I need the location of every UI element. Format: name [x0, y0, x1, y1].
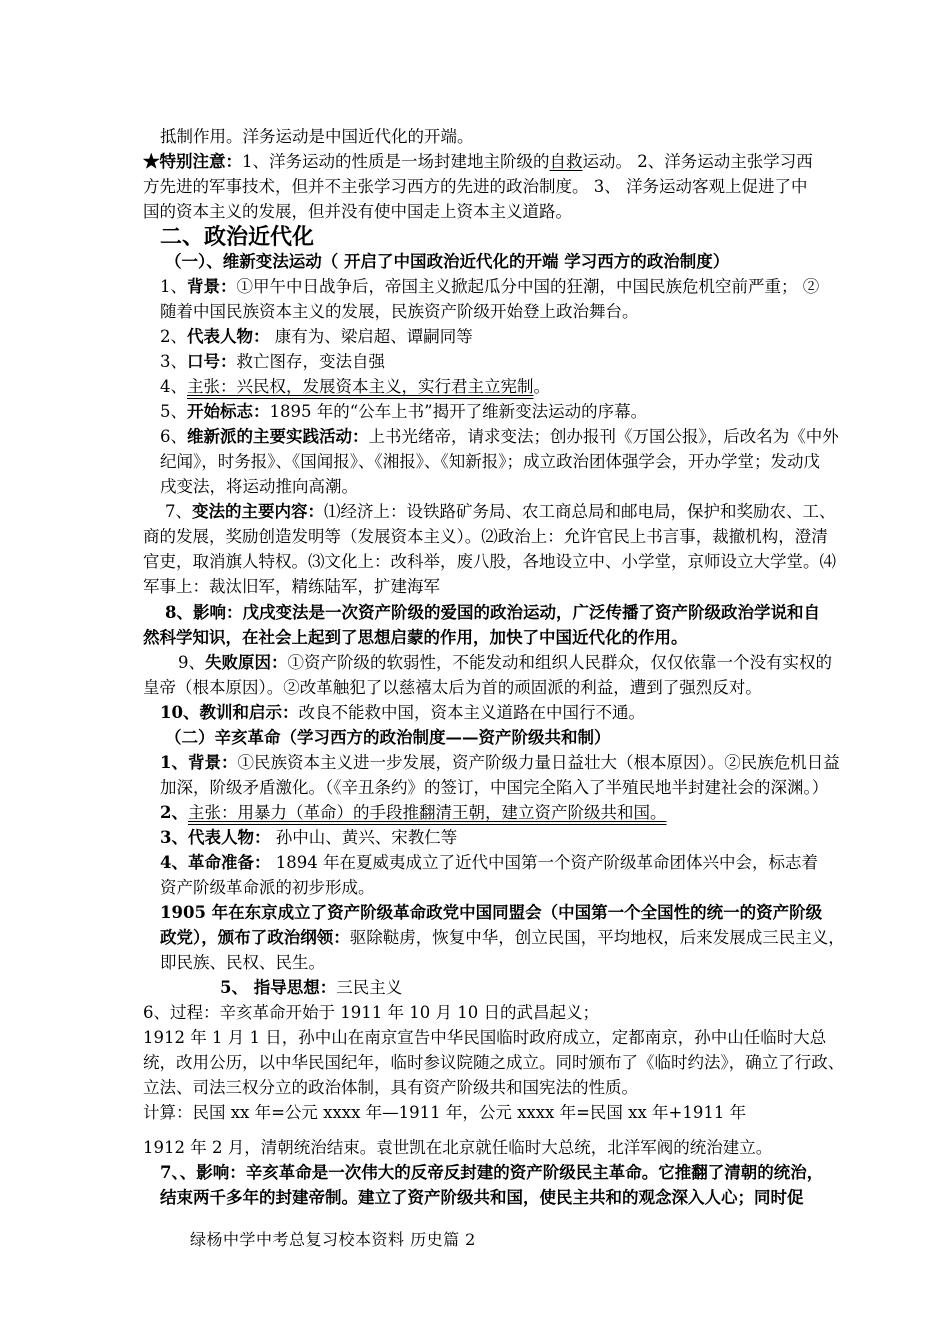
subsection-heading: （一）、维新变法运动（ 开启了中国政治近代化的开端 学习西方的政治制度） [165, 252, 730, 271]
text-line: 加深，阶级矛盾激化。（《辛丑条约》的签订，中国完全陷入了半殖民地半封建社会的深渊。） [160, 778, 829, 797]
text-line: 商的发展，奖励创造发明等（发展资本主义）。⑵政治上：允许官民上书言事，裁撤机构，澄清 [143, 527, 828, 546]
text-line: 国的资本主义的发展，但并没有使中国走上资本主义道路。 [143, 202, 572, 221]
text-line: 8、影响：戊戌变法是一次资产阶级的爱国的政治运动，广泛传播了资产阶级政治学说和自 [165, 603, 820, 622]
text-line: 统，改用公历，以中华民国纪年，临时参议院随之成立。同时颁布了《临时约法》，确立了行政、 [143, 1053, 845, 1072]
text-line: 随着中国民族资本主义的发展，民族资产阶级开始登上政治舞台。 [160, 302, 639, 321]
text-line: 5、开始标志：1895 年的“公车上书”揭开了维新变法运动的序幕。 [160, 402, 648, 421]
text-line: 6、维新派的主要实践活动：上书光绪帝，请求变法；创办报刊《万国公报》，后改名为《中外 [160, 427, 839, 446]
text-line: 结束两千多年的封建帝制。建立了资产阶级共和国，使民主共和的观念深入人心；同时促 [160, 1188, 804, 1207]
page-footer: 绿杨中学中考总复习校本资料 历史篇 2 [190, 1230, 476, 1249]
text-line: 2、代表人物： 康有为、梁启超、谭嗣同等 [160, 327, 473, 346]
text-line: 即民族、民权、民生。 [160, 953, 325, 972]
text-line: 6、过程：辛亥革命开始于 1911 年 10 月 10 日的武昌起义； [143, 1003, 599, 1022]
text-line: 1912 年 1 月 1 日，孙中山在南京宣告中华民国临时政府成立，定都南京，孙中山任临时大总 [143, 1028, 827, 1047]
text-line: 7、、影响：辛亥革命是一次伟大的反帝反封建的资产阶级民主革命。它推翻了清朝的统治， [160, 1163, 824, 1182]
text-line: 4、革命准备： 1894 年在夏威夷成立了近代中国第一个资产阶级革命团体兴中会，标志着 [160, 853, 818, 872]
text-line: 5、 指导思想：三民主义 [220, 978, 403, 997]
text-line: 抵制作用。洋务运动是中国近代化的开端。 [160, 127, 474, 146]
text-line: 政党），颁布了政治纲领：驱除鞑虏，恢复中华，创立民国，平均地权，后来发展成三民主义， [160, 928, 845, 947]
text-line: 计算：民国 xx 年=公元 xxxx 年—1911 年，公元 xxxx 年=民国 xx 年+1911 年 [143, 1103, 747, 1122]
subsection-heading: （二）辛亥革命（学习西方的政治制度——资产阶级共和制） [165, 728, 611, 747]
text-line: 军事上：裁汰旧军，精练陆军，扩建海军 [143, 577, 440, 596]
text-line: 1912 年 2 月，清朝统治结束。袁世凯在北京就任临时大总统，北洋军阀的统治建立。 [143, 1138, 773, 1157]
special-note-line: ★特别注意：1、洋务运动的性质是一场封建地主阶级的自救运动。 2、洋务运动主张学习西 [143, 152, 813, 171]
text-line: 资产阶级革命派的初步形成。 [160, 878, 375, 897]
text-line: 7、变法的主要内容：⑴经济上：设铁路矿务局、农工商总局和邮电局，保护和奖励农、工、 [165, 502, 836, 521]
text-line: 10、教训和启示：改良不能救中国，资本主义道路在中国行不通。 [160, 703, 645, 722]
text-line: 方先进的军事技术，但并不主张学习西方的先进的政治制度。 3、 洋务运动客观上促进了中 [143, 177, 808, 196]
text-line: 1905 年在东京成立了资产阶级革命政党中国同盟会（中国第一个全国性的统一的资产阶级 [160, 903, 823, 922]
text-line: 纪闻》，时务报》、《国闻报》、《湘报》、《知新报》；成立政治团体强学会，开办学堂；发动戊 [160, 452, 820, 471]
text-line: 皇帝（根本原因）。②改革触犯了以慈禧太后为首的顽固派的利益，遭到了强烈反对。 [143, 678, 762, 697]
text-line: 然科学知识，在社会上起到了思想启蒙的作用，加快了中国近代化的作用。 [143, 628, 688, 647]
text-line: 立法、司法三权分立的政治体制，具有资产阶级共和国宪法的性质。 [143, 1078, 638, 1097]
section-heading: 二、政治近代化 [160, 225, 315, 250]
text-line: 官吏，取消旗人特权。⑶文化上：改科举，废八股，各地设立中、小学堂，京师设立大学堂。⑷ [143, 552, 836, 571]
text-line: 3、代表人物： 孙中山、黄兴、宋教仁等 [160, 828, 458, 847]
text-line: 4、主张：兴民权，发展资本主义，实行君主立宪制。 [160, 377, 550, 396]
text-line: 戌变法，将运动推向高潮。 [160, 477, 358, 496]
text-line: 3、口号：救亡图存，变法自强 [160, 352, 385, 371]
text-line: 1、背景：①甲午中日战争后，帝国主义掀起瓜分中国的狂潮，中国民族危机空前严重； ② [160, 277, 820, 296]
text-line: 9、失败原因：①资产阶级的软弱性，不能发动和组织人民群众，仅仅依靠一个没有实权的 [178, 653, 832, 672]
text-line: 2、主张：用暴力（革命）的手段推翻清王朝，建立资产阶级共和国。 [160, 803, 667, 822]
text-line: 1、背景：①民族资本主义进一步发展，资产阶级力量日益壮大（根本原因）。②民族危机日益 [160, 753, 840, 772]
